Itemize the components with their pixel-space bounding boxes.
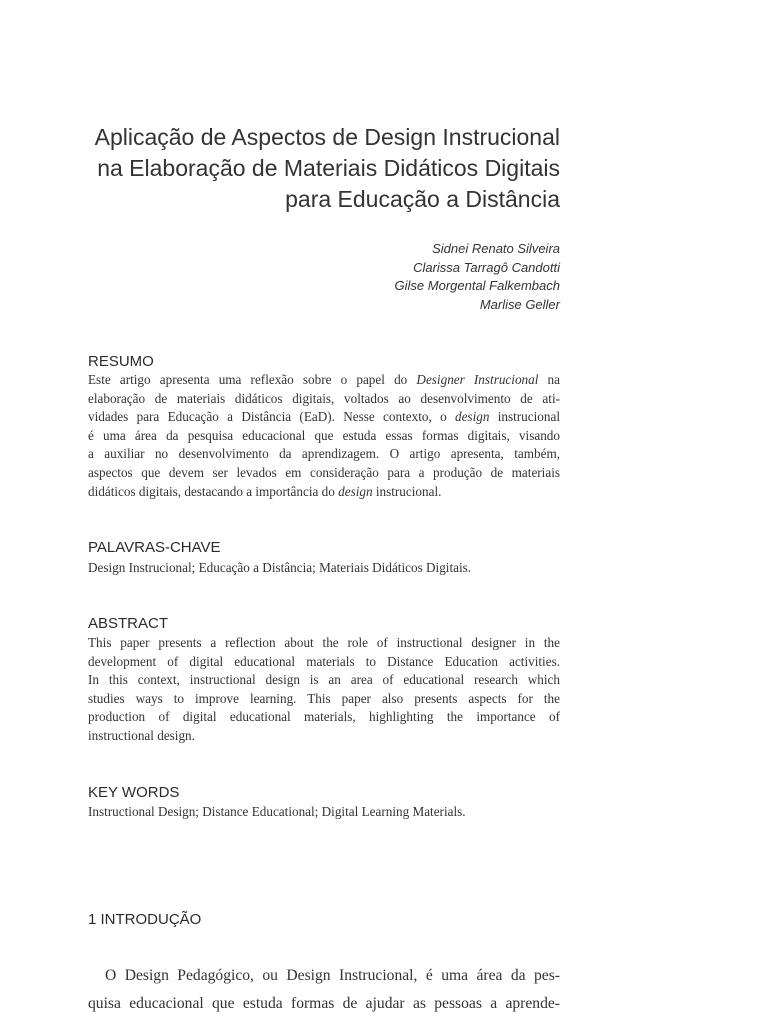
introducao-heading: 1 INTRODUÇÃO: [88, 911, 202, 928]
text-run: elaboração de materiais didáticos digitais, voltados ao desenvolvimento de ati-: [88, 390, 560, 406]
resumo-line: [88, 427, 560, 446]
abstract-line: production of digital educational materials, highlighting the importance of: [88, 709, 560, 725]
author-name: Clarissa Tarragô Candotti: [413, 259, 560, 275]
resumo-line: [88, 464, 560, 483]
key-words-text: [88, 803, 560, 822]
author-list: [300, 240, 560, 315]
author-name: Marlise Geller: [479, 297, 560, 313]
title-line: na Elaboração de Materiais Didáticos Digitais: [97, 155, 560, 181]
text-run: aspectos que devem ser levados em consideração para a produção de materiais: [88, 464, 560, 480]
resumo-line: [88, 445, 560, 464]
emphasis-run: design: [338, 483, 373, 499]
resumo-line: [88, 408, 560, 427]
text-run: instrucional.: [372, 483, 442, 499]
text-run: vidades para Educação a Distância (EaD). Nesse contexto, o: [88, 409, 455, 425]
introducao-line: quisa educacional que estuda formas de ajudar as pessoas a aprende-: [88, 995, 560, 1012]
introducao-line: O Design Pedagógico, ou Design Instrucional, é uma área da pes-: [105, 967, 560, 984]
text-run: na: [538, 372, 560, 387]
text-run: instrucional: [489, 409, 560, 425]
emphasis-run: Designer Instrucional: [416, 372, 539, 387]
palavras-chave-text: [88, 559, 560, 578]
resumo-line: [88, 371, 560, 390]
resumo-text: [88, 371, 560, 501]
introducao-text: [88, 962, 560, 1018]
abstract-line: studies ways to improve learning. This paper also presents aspects for the: [88, 690, 560, 706]
text-run: Este artigo apresenta uma reflexão sobre o papel do: [88, 372, 417, 387]
author-name: Gilse Morgental Falkembach: [394, 278, 560, 294]
abstract-heading: ABSTRACT: [88, 615, 169, 632]
paper-title: [88, 122, 560, 215]
abstract-line: This paper presents a reflection about the role of instructional designer in the: [88, 635, 560, 650]
palavras-chave-heading: PALAVRAS-CHAVE: [88, 539, 221, 556]
text-run: a auxiliar no desenvolvimento da aprendizagem. O artigo apresenta, também,: [88, 446, 560, 462]
abstract-line: instructional design.: [88, 727, 195, 743]
key-words-line: Instructional Design; Distance Educational; Digital Learning Materials.: [88, 804, 466, 819]
abstract-line: development of digital educational materials to Distance Education activities.: [88, 653, 560, 669]
title-line: Aplicação de Aspectos de Design Instrucional: [94, 124, 560, 150]
abstract-line: In this context, instructional design is an area of educational research which: [88, 672, 560, 688]
resumo-line: [88, 483, 560, 502]
abstract-text: [88, 634, 560, 746]
author-name: Sidnei Renato Silveira: [432, 241, 560, 256]
title-line: para Educação a Distância: [285, 186, 560, 212]
emphasis-run: design: [454, 409, 490, 425]
resumo-line: [88, 390, 560, 409]
resumo-heading: RESUMO: [88, 353, 154, 370]
text-run: didáticos digitais, destacando a importância do: [88, 483, 339, 499]
keywords-line: Design Instrucional; Educação a Distância; Materiais Didáticos Digitais.: [88, 560, 472, 575]
text-run: é uma área da pesquisa educacional que estuda essas formas digitais, visando: [88, 427, 560, 443]
key-words-heading: KEY WORDS: [88, 784, 180, 801]
